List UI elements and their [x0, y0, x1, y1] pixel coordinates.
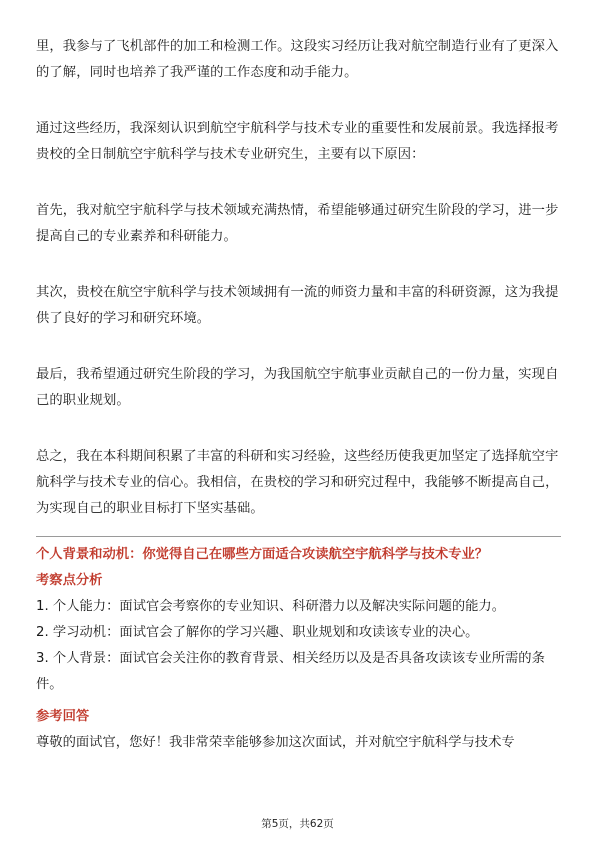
answer-heading: 参考回答	[36, 709, 90, 724]
body-paragraph: 最后，我希望通过研究生阶段的学习，为我国航空宇航事业贡献自己的一份力量，实现自己的职业规划。	[36, 367, 559, 408]
page-footer: 第5页，共62页	[261, 818, 334, 830]
body-paragraph: 其次，贵校在航空宇航科学与技术领域拥有一流的师资力量和丰富的科研资源，这为我提供了良好的学习和研究环境。	[36, 285, 559, 326]
body-paragraph: 通过这些经历，我深刻认识到航空宇航科学与技术专业的重要性和发展前景。我选择报考贵校的全日制航空宇航科学与技术专业研究生，主要有以下原因：	[36, 121, 559, 162]
list-item: 1. 个人能力：面试官会考察你的专业知识、科研潜力以及解决实际问题的能力。	[36, 599, 506, 614]
analysis-heading: 考察点分析	[36, 573, 103, 588]
list-item: 2. 学习动机：面试官会了解你的学习兴趣、职业规划和攻读该专业的决心。	[36, 625, 479, 640]
body-paragraph: 里，我参与了飞机部件的加工和检测工作。这段实习经历让我对航空制造行业有了更深入的了解，同时也培养了我严谨的工作态度和动手能力。	[36, 39, 559, 80]
list-item: 3. 个人背景：面试官会关注你的教育背景、相关经历以及是否具备攻读该专业所需的条件。	[36, 651, 545, 692]
body-paragraph: 首先，我对航空宇航科学与技术领域充满热情，希望能够通过研究生阶段的学习，进一步提高自己的专业素养和科研能力。	[36, 203, 559, 244]
section-divider	[36, 536, 561, 537]
analysis-list	[36, 594, 561, 698]
question-title: 个人背景和动机：你觉得自己在哪些方面适合攻读航空宇航科学与技术专业？	[36, 547, 489, 562]
body-paragraph: 总之，我在本科期间积累了丰富的科研和实习经验，这些经历使我更加坚定了选择航空宇航科学与技术专业的信心。我相信，在贵校的学习和研究过程中，我能够不断提高自己，为实现自己的职业目标打下坚实基础。	[36, 449, 559, 516]
document-page	[36, 34, 561, 756]
answer-text: 尊敬的面试官，您好！我非常荣幸能够参加这次面试，并对航空宇航科学与技术专	[36, 735, 515, 750]
